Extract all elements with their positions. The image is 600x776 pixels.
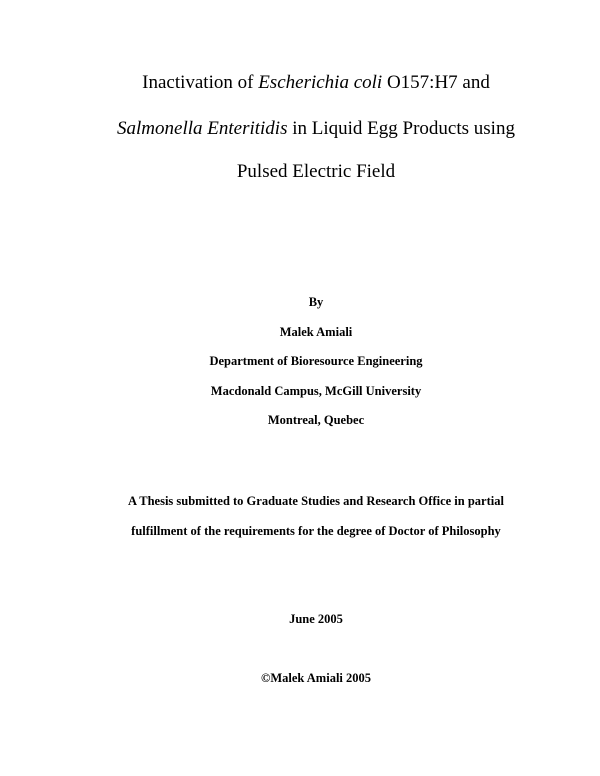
title-line-1-pre: Inactivation of <box>142 72 259 93</box>
title-line-1 <box>16 71 600 95</box>
campus: Macdonald Campus, McGill University <box>210 384 422 398</box>
title-line-2-italic: Salmonella Enteritidis <box>117 118 288 139</box>
title-line-2 <box>16 117 600 141</box>
title-line-1-italic: Escherichia coli <box>258 72 383 93</box>
title-line-2-post: in Liquid Egg Products using <box>287 118 515 139</box>
author-name: Malek Amiali <box>279 325 353 339</box>
copyright-notice: ©Malek Amiali 2005 <box>260 671 372 685</box>
submission-date: June 2005 <box>289 612 343 626</box>
title-line-3: Pulsed Electric Field <box>236 161 396 182</box>
by-label: By <box>308 295 324 309</box>
thesis-statement-line-1: A Thesis submitted to Graduate Studies and Research Office in partial <box>128 494 504 508</box>
department: Department of Bioresource Engineering <box>209 354 423 368</box>
title-line-1-post: O157:H7 and <box>382 72 490 93</box>
location: Montreal, Quebec <box>267 413 365 427</box>
thesis-statement-line-2: fulfillment of the requirements for the degree of Doctor of Philosophy <box>131 524 501 538</box>
